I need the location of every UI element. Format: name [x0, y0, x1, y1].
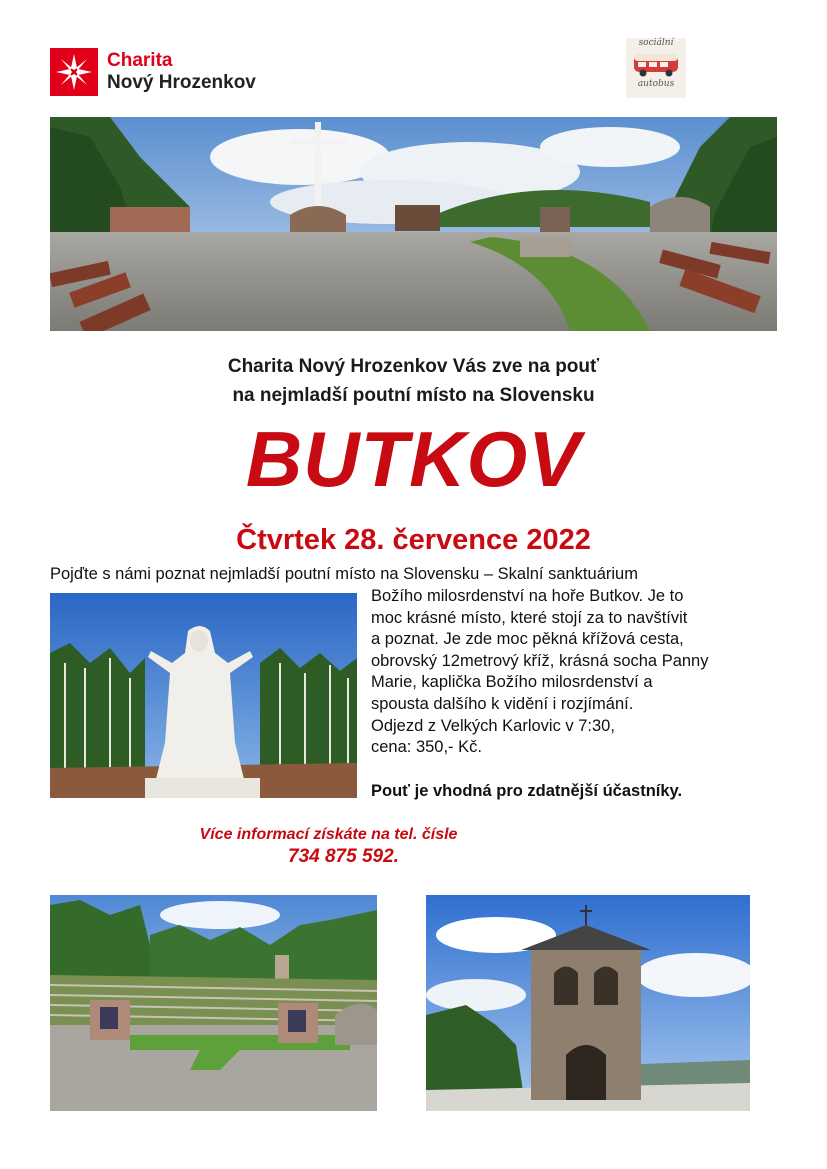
stations-photo — [50, 895, 377, 1111]
description-line: Marie, kaplička Božího milosrdenství a — [371, 673, 653, 692]
statue-photo — [50, 593, 357, 798]
event-date: Čtvrtek 28. července 2022 — [236, 524, 591, 556]
org-location: Nový Hrozenkov — [107, 72, 256, 93]
description-line: Božího milosrdenství na hoře Butkov. Je to — [371, 587, 684, 605]
bell-tower-photo — [426, 895, 750, 1111]
description-line: a poznat. Je zde moc pěkná křížová cesta, — [371, 630, 684, 649]
contact-info-label: Více informací získáte na tel. čísle — [199, 826, 458, 843]
description-line: moc krásné místo, které stojí za to navštívit — [371, 608, 688, 627]
invitation-line-1: Charita Nový Hrozenkov Vás zve na pouť — [227, 356, 600, 377]
charita-logo — [50, 48, 256, 96]
page-title: BUTKOV — [245, 415, 582, 503]
social-bus-logo — [626, 38, 686, 98]
panorama-photo — [50, 117, 777, 331]
bus-logo-top-text: sociální — [638, 38, 674, 48]
fitness-note: Pouť je vhodná pro zdatnější účastníky. — [371, 782, 683, 800]
invitation-heading — [0, 352, 827, 410]
body-first-line: Pojďte s námi poznat nejmladší poutní místo na Slovensku – Skalní sanktuárium — [50, 565, 638, 583]
charita-cross-icon — [50, 48, 98, 96]
description-line: spousta dalšího k vidění i rozjímání. — [371, 694, 634, 713]
invitation-line-2: na nejmladší poutní místo na Slovensku — [232, 385, 595, 406]
contact-phone[interactable]: 734 875 592. — [288, 846, 399, 867]
bus-logo-bottom-text: autobus — [637, 79, 675, 89]
departure-line: Odjezd z Velkých Karlovic v 7:30, — [371, 716, 615, 735]
org-name: Charita — [107, 50, 173, 71]
price-line: cena: 350,- Kč. — [371, 738, 482, 757]
bus-icon — [631, 50, 681, 78]
description-line: obrovský 12metrový kříž, krásná socha Panny — [371, 651, 709, 670]
description-column — [371, 586, 771, 759]
